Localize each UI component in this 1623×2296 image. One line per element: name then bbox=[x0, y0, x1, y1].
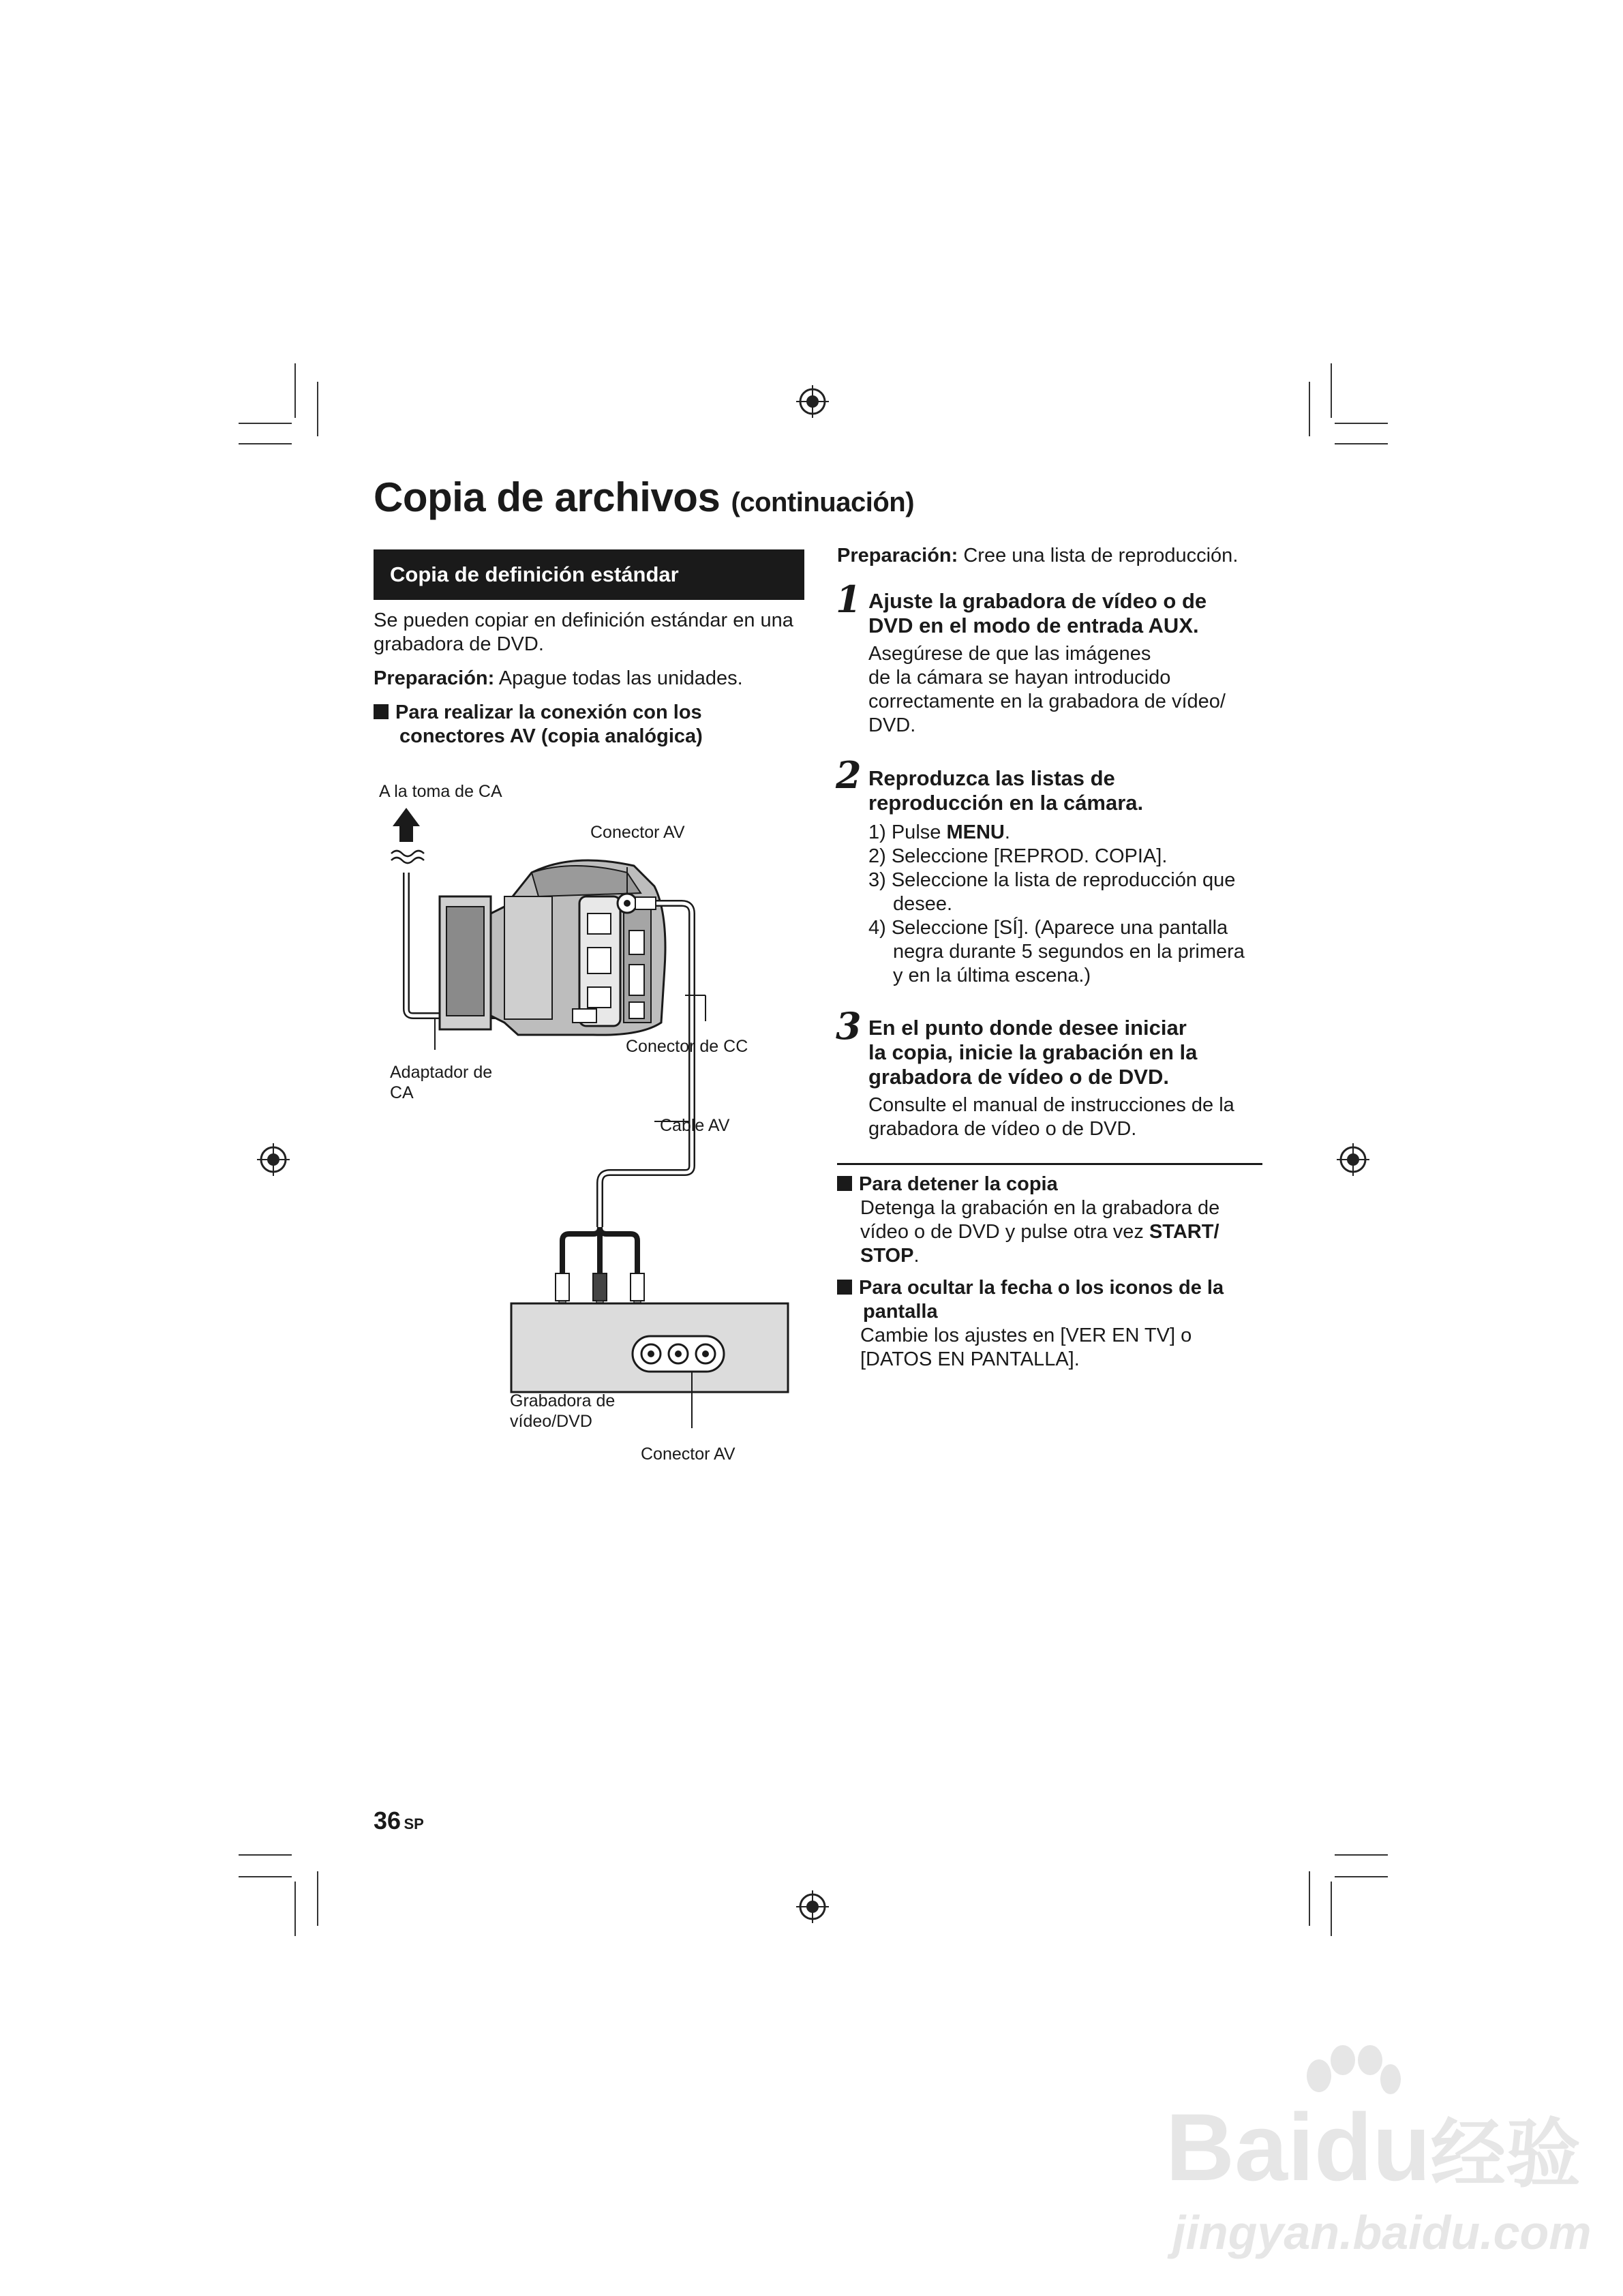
page-number: 36 SP bbox=[374, 1807, 424, 1834]
step-2-title: Reproduzca las listas de reproducción en la cámara. bbox=[868, 766, 1144, 815]
label-dc-connector: Conector de CC bbox=[626, 1037, 748, 1056]
crop-mark bbox=[1335, 443, 1388, 444]
bullet-square-icon bbox=[837, 1176, 852, 1191]
page-title bbox=[374, 474, 914, 521]
intro-text: Se pueden copiar en definición estándar en una grabadora de DVD. bbox=[374, 609, 793, 655]
watermark-logo: Baidu经验 jingyan.baidu.com bbox=[1159, 2045, 1581, 2263]
step-3-title: En el punto donde desee iniciar la copia, inicie la grabación en la grabadora de vídeo o de DVD. bbox=[868, 1016, 1198, 1089]
label-recorder: Grabadora de vídeo/DVD bbox=[510, 1391, 616, 1431]
right-preparation: Preparación: Cree una lista de reproducción. bbox=[837, 545, 1239, 567]
step-2-list: 1) Pulse MENU. 2) Seleccione [REPROD. COPIA]. 3) Seleccione la lista de reproducción que desee. 4) Seleccione [SÍ]. (Aparece una pantalla negra durante 5 segundos en la primera y en la última escena.) bbox=[868, 821, 1291, 988]
step-number: 2 bbox=[836, 753, 862, 797]
label-ac-outlet: A la toma de CA bbox=[379, 782, 502, 801]
bullet-square-icon bbox=[374, 704, 389, 719]
crop-mark bbox=[317, 382, 318, 436]
list-item: 3) Seleccione la lista de reproducción que bbox=[868, 869, 1236, 891]
step-1-body: Asegúrese de que las imágenes de la cámara se hayan introducido correctamente en la grabadora de vídeo/ DVD. bbox=[868, 643, 1226, 736]
registration-mark-icon bbox=[1337, 1143, 1369, 1176]
step-number: 1 bbox=[836, 577, 862, 621]
registration-mark-icon bbox=[257, 1143, 290, 1176]
crop-mark bbox=[1335, 423, 1388, 424]
note-stop-copy: Para detener la copia Detenga la grabación en la grabadora de vídeo o de DVD y pulse otra vez START/ STOP. bbox=[837, 1173, 1273, 1268]
step-number: 3 bbox=[836, 1004, 862, 1048]
left-preparation: Preparación: Apague todas las unidades. bbox=[374, 667, 743, 689]
bullet-square-icon bbox=[837, 1280, 852, 1295]
crop-mark bbox=[317, 1871, 318, 1926]
connection-diagram bbox=[368, 777, 818, 1486]
crop-mark bbox=[1331, 1882, 1332, 1936]
divider bbox=[837, 1163, 1262, 1165]
label-av-connector-top: Conector AV bbox=[590, 823, 685, 842]
list-item: 2) Seleccione [REPROD. COPIA]. bbox=[868, 845, 1168, 867]
camcorder-illustration bbox=[440, 860, 665, 1035]
title-suffix: (continuación) bbox=[731, 487, 915, 517]
title-main: Copia de archivos bbox=[374, 474, 721, 520]
registration-mark-icon bbox=[796, 385, 829, 418]
list-item: 4) Seleccione [SÍ]. (Aparece una pantalla bbox=[868, 917, 1228, 939]
crop-mark bbox=[294, 363, 296, 418]
crop-mark bbox=[239, 443, 292, 444]
crop-mark bbox=[239, 1854, 292, 1856]
crop-mark bbox=[1331, 363, 1332, 418]
crop-mark bbox=[239, 1876, 292, 1877]
crop-mark bbox=[1309, 382, 1310, 436]
connection-heading: Para realizar la conexión con los conectores AV (copia analógica) bbox=[374, 701, 810, 749]
section-heading-bar: Copia de definición estándar bbox=[374, 549, 804, 600]
label-ac-adapter: Adaptador de CA bbox=[390, 1063, 493, 1102]
crop-mark bbox=[1335, 1854, 1388, 1856]
list-item: 1) Pulse MENU. bbox=[868, 821, 1010, 843]
crop-mark bbox=[294, 1882, 296, 1936]
note-hide-date: Para ocultar la fecha o los iconos de la pantalla Cambie los ajustes en [VER EN TV] o [DATOS EN PANTALLA]. bbox=[837, 1276, 1273, 1372]
label-av-connector-bottom: Conector AV bbox=[641, 1445, 735, 1464]
crop-mark bbox=[1335, 1876, 1388, 1877]
crop-mark bbox=[239, 423, 292, 424]
step-3-body: Consulte el manual de instrucciones de la grabadora de vídeo o de DVD. bbox=[868, 1094, 1234, 1140]
registration-mark-icon bbox=[796, 1890, 829, 1923]
label-av-cable: Cable AV bbox=[660, 1116, 730, 1135]
arrow-up-icon bbox=[393, 808, 420, 842]
step-1-title: Ajuste la grabadora de vídeo o de DVD en el modo de entrada AUX. bbox=[868, 589, 1207, 637]
crop-mark bbox=[1309, 1871, 1310, 1926]
